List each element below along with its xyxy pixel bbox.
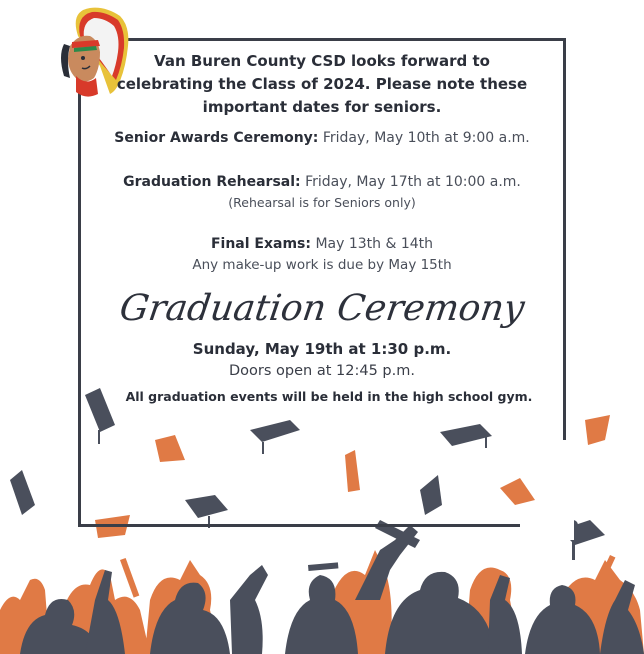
final-exams-line bbox=[80, 234, 564, 254]
intro-line: important dates for seniors. bbox=[202, 98, 442, 116]
orange-crowd-silhouettes bbox=[0, 550, 644, 654]
rehearsal-label: Graduation Rehearsal: bbox=[123, 174, 301, 190]
location-note: All graduation events will be held in the high school gym. bbox=[125, 389, 533, 404]
awards-date: Friday, May 10th at 9:00 a.m. bbox=[322, 130, 530, 146]
awards-ceremony-line bbox=[80, 128, 564, 148]
doors-open-time: Doors open at 12:45 p.m. bbox=[229, 363, 415, 379]
dark-crowd-silhouettes bbox=[20, 520, 644, 654]
makeup-work-note: Any make-up work is due by May 15th bbox=[192, 257, 452, 273]
ceremony-title: Graduation Ceremony bbox=[117, 288, 527, 329]
graduation-cap-icon bbox=[10, 470, 35, 515]
graduation-cap-icon bbox=[585, 415, 610, 445]
awards-label: Senior Awards Ceremony: bbox=[114, 130, 319, 146]
rehearsal-date: Friday, May 17th at 10:00 a.m. bbox=[305, 174, 521, 190]
intro-line: celebrating the Class of 2024. Please note these bbox=[116, 75, 528, 93]
rehearsal-note: (Rehearsal is for Seniors only) bbox=[228, 195, 416, 210]
rehearsal-line bbox=[80, 172, 564, 192]
frame-break bbox=[520, 520, 570, 532]
exams-dates: May 13th & 14th bbox=[315, 236, 434, 252]
intro-line: Van Buren County CSD looks forward to bbox=[154, 52, 490, 70]
exams-label: Final Exams: bbox=[210, 236, 311, 252]
intro-message bbox=[80, 50, 564, 119]
ceremony-date: Sunday, May 19th at 1:30 p.m. bbox=[192, 340, 452, 358]
